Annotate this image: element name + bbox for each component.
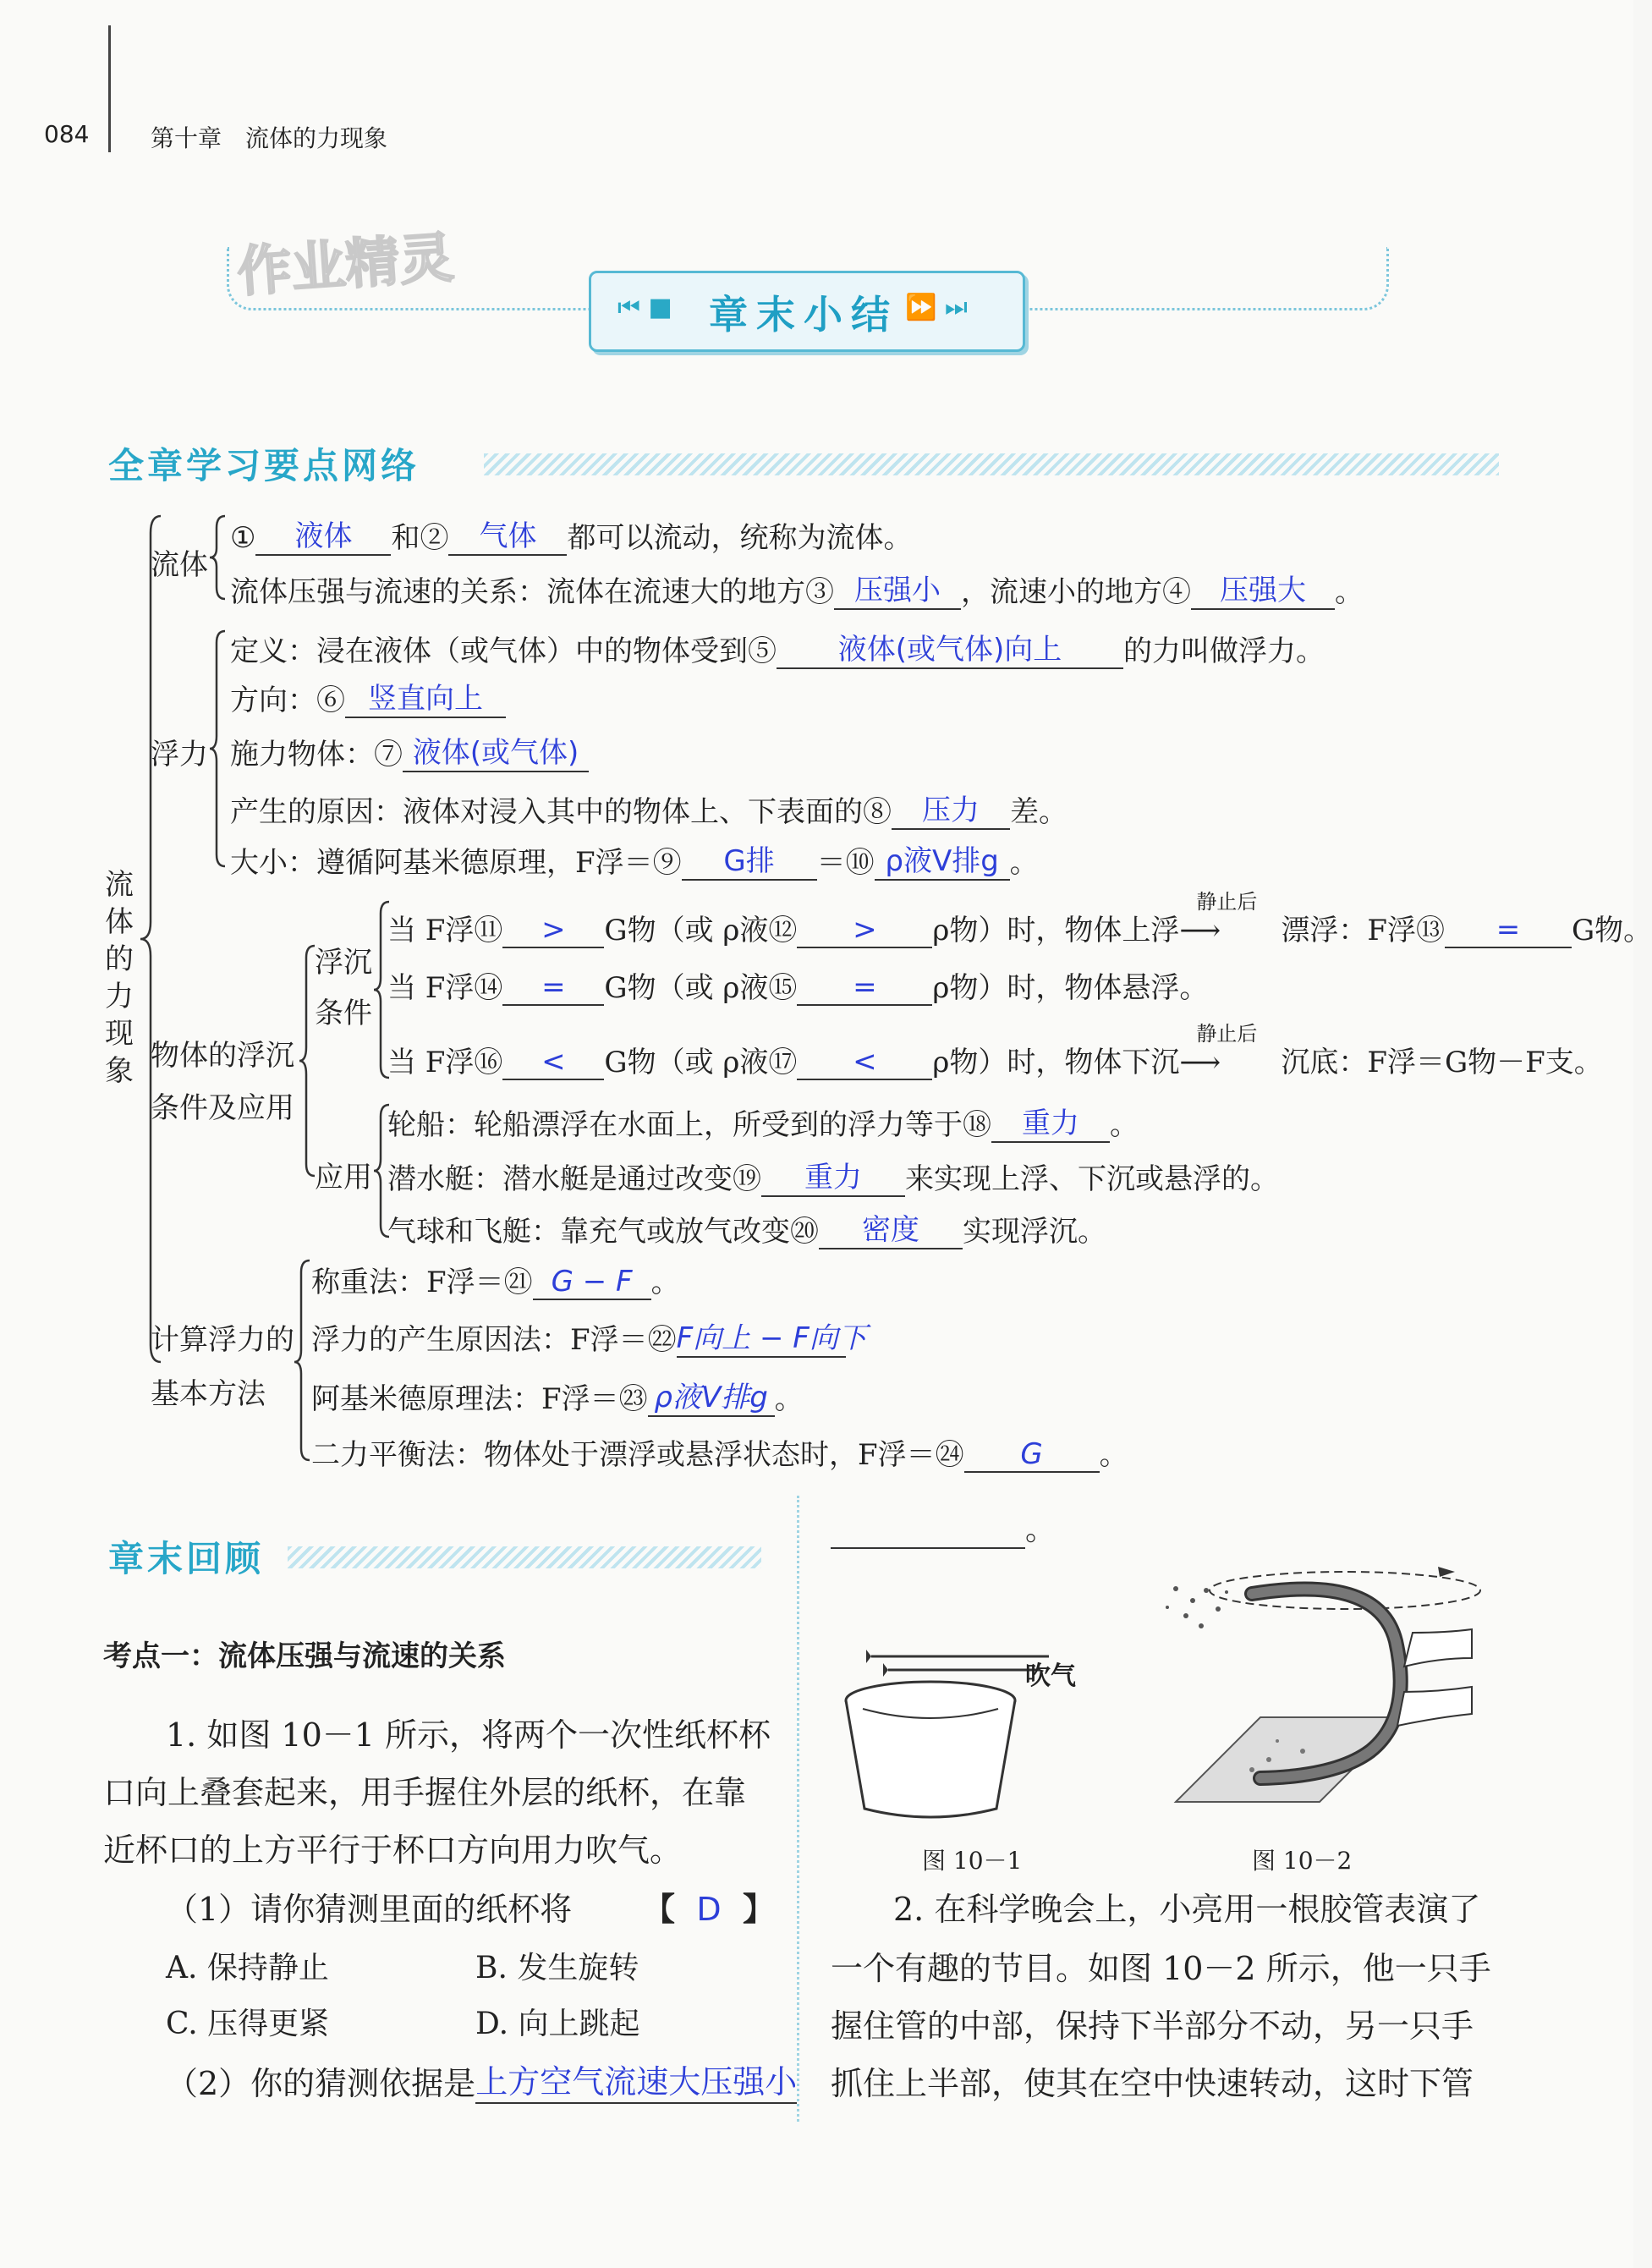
q2-line-4: 抓住上半部，使其在空中快速转动，这时下管 — [831, 2065, 1474, 2102]
answer-5[interactable]: 液体(或气体)向上 — [777, 626, 1123, 669]
section-stripe-1 — [484, 453, 1499, 475]
answer-16[interactable]: < — [502, 1045, 604, 1080]
figure-10-1-label: 吹气 — [1025, 1661, 1076, 1691]
buoyancy-brace — [208, 626, 228, 871]
answer-7[interactable]: 液体(或气体) — [403, 729, 589, 772]
answer-3[interactable]: 压强小 — [834, 567, 961, 610]
answer-14[interactable]: = — [502, 970, 604, 1006]
q1-sub1: （1）请你猜测里面的纸杯将 — [166, 1891, 573, 1928]
tree-root-label: 流体的力现象 — [105, 868, 134, 1088]
buoyancy-def: 定义：浸在液体（或气体）中的物体受到⑤ 液体(或气体)向上 的力叫做浮力。 — [230, 626, 1325, 669]
q1-sub2: （2）你的猜测依据是上方空气流速大压强小 — [166, 2056, 797, 2104]
answer-15[interactable]: = — [797, 970, 932, 1006]
answer-11[interactable]: > — [502, 913, 604, 948]
buoyancy-size: 大小：遵循阿基米德原理，F浮＝⑨ G排 ＝⑩ ρ液V排g 。 — [230, 837, 1039, 881]
page-number: 084 — [44, 120, 90, 148]
cond-label-2: 条件 — [315, 997, 372, 1030]
answer-4[interactable]: 压强大 — [1191, 567, 1335, 610]
fluid-brace — [208, 511, 228, 604]
banner-next-icon: ⏩ ⏭ — [905, 293, 968, 322]
fluid-line-1: ① 液体 和② 气体 都可以流动，统称为流体。 — [230, 513, 912, 556]
methods-label-2: 基本方法 — [151, 1377, 266, 1411]
q2-line-1: 2. 在科学晚会上，小亮用一根胶管表演了 — [893, 1891, 1481, 1928]
fluid-line-2: 流体压强与流速的关系：流体在流速大的地方③ 压强小 ，流速小的地方④ 压强大 。 — [230, 567, 1364, 610]
q1-option-c[interactable]: C. 压得更紧 — [166, 2007, 330, 2041]
chapter-title: 第十章 流体的力现象 — [151, 124, 388, 152]
q1-option-b[interactable]: B. 发生旋转 — [475, 1951, 639, 1985]
answer-1[interactable]: 液体 — [255, 513, 391, 556]
answer-12[interactable]: > — [797, 913, 932, 948]
q2-line-3: 握住管的中部，保持下半部分不动，另一只手 — [831, 2007, 1474, 2045]
sinkfloat-label-2: 条件及应用 — [151, 1091, 294, 1125]
answer-10[interactable]: ρ液V排g — [875, 837, 1010, 881]
main-brace — [135, 508, 169, 1370]
answer-18[interactable]: 重力 — [991, 1100, 1110, 1143]
method-balance: 二力平衡法：物体处于漂浮或悬浮状态时，F浮＝㉔ G 。 — [311, 1437, 1128, 1472]
buoyancy-source: 施力物体：⑦ 液体(或气体) — [230, 729, 589, 772]
answer-6[interactable]: 竖直向上 — [345, 675, 506, 718]
answer-20[interactable]: 密度 — [819, 1206, 963, 1249]
right-blank-line: 。 — [831, 1506, 1056, 1549]
banner-title: 章末小结 — [709, 292, 898, 338]
answer-22[interactable]: F向上 − F向下 — [677, 1315, 846, 1358]
cond-row-3: 当 F浮⑯ < G物（或 ρ液⑰ < ρ物）时，物体下沉 静止后 ⟶ 沉底：F浮＝G物－F支。 — [387, 1039, 1603, 1080]
methods-label-1: 计算浮力的 — [151, 1323, 294, 1357]
header-rule — [108, 25, 111, 152]
buoyancy-dir: 方向：⑥ 竖直向上 — [230, 675, 506, 718]
q1-line-3: 近杯口的上方平行于杯口方向用力吹气。 — [103, 1831, 683, 1869]
section-title-review: 章末回顾 — [108, 1538, 265, 1579]
q1-sub2-answer[interactable]: 上方空气流速大压强小 — [475, 2056, 797, 2104]
q1-answer[interactable]: D — [696, 1891, 722, 1928]
answer-23[interactable]: ρ液V排g — [648, 1374, 775, 1417]
fluid-label: 流体 — [151, 548, 208, 582]
methods-brace — [293, 1255, 313, 1467]
figure-10-1-caption: 图 10－1 — [922, 1847, 1023, 1875]
app-ship: 轮船：轮船漂浮在水面上，所受到的浮力等于⑱ 重力 。 — [387, 1100, 1139, 1143]
figure-10-2-hose — [1125, 1548, 1489, 1836]
buoyancy-cause: 产生的原因：液体对浸入其中的物体上、下表面的⑧ 压力 差。 — [230, 787, 1067, 830]
app-label: 应用 — [315, 1161, 372, 1194]
kaodian-title: 考点一：流体压强与流速的关系 — [103, 1639, 506, 1673]
q1-answer-bracket: 【 D 】 — [643, 1891, 776, 1928]
method-weighing: 称重法：F浮＝㉑ G − F 。 — [311, 1265, 680, 1299]
answer-8[interactable]: 压力 — [892, 787, 1010, 830]
arrow-label-2: 静止后 — [1196, 1022, 1258, 1046]
section-stripe-2 — [288, 1546, 761, 1568]
figure-10-2-caption: 图 10－2 — [1252, 1847, 1353, 1875]
sinkfloat-label-1: 物体的浮沉 — [151, 1039, 294, 1073]
answer-9[interactable]: G排 — [682, 837, 817, 881]
banner-prev-icon: ⏮ ■ — [617, 293, 672, 322]
q2-line-2: 一个有趣的节目。如图 10－2 所示，他一只手 — [831, 1950, 1491, 1987]
cond-label-1: 浮沉 — [315, 946, 372, 980]
answer-19[interactable]: 重力 — [761, 1154, 905, 1197]
method-archimedes: 阿基米德原理法：F浮＝㉓ ρ液V排g 。 — [311, 1374, 804, 1417]
method-cause: 浮力的产生原因法：F浮＝㉒F向上 − F向下 — [311, 1315, 846, 1358]
cond-row-1: 当 F浮⑪ > G物（或 ρ液⑫ > ρ物）时，物体上浮 静止后 ⟶ 漂浮：F浮⑬ = G物。 — [387, 907, 1652, 948]
arrow-label-1: 静止后 — [1196, 890, 1258, 914]
answer-13[interactable]: = — [1445, 913, 1572, 948]
q1-line-1: 1. 如图 10－1 所示，将两个一次性纸杯杯 — [166, 1716, 771, 1754]
section-title-network: 全章学习要点网络 — [108, 445, 420, 486]
cond-row-2: 当 F浮⑭ = G物（或 ρ液⑮ = ρ物）时，物体悬浮。 — [387, 970, 1209, 1005]
answer-21[interactable]: G − F — [533, 1265, 651, 1300]
column-divider — [797, 1496, 799, 2122]
answer-17[interactable]: < — [797, 1045, 932, 1080]
q1-option-a[interactable]: A. 保持静止 — [166, 1951, 329, 1985]
answer-24[interactable]: G — [964, 1437, 1100, 1473]
app-submarine: 潜水艇：潜水艇是通过改变⑲ 重力 来实现上浮、下沉或悬浮的。 — [387, 1154, 1279, 1197]
watermark-logo: 作业精灵 — [235, 227, 456, 305]
q1-option-d[interactable]: D. 向上跳起 — [475, 2007, 640, 2041]
answer-2[interactable]: 气体 — [448, 513, 567, 556]
app-balloon: 气球和飞艇：靠充气或放气改变⑳ 密度 实现浮沉。 — [387, 1206, 1106, 1249]
buoyancy-label: 浮力 — [151, 738, 208, 772]
q1-line-2: 口向上叠套起来，用手握住外层的纸杯，在靠 — [103, 1774, 747, 1811]
